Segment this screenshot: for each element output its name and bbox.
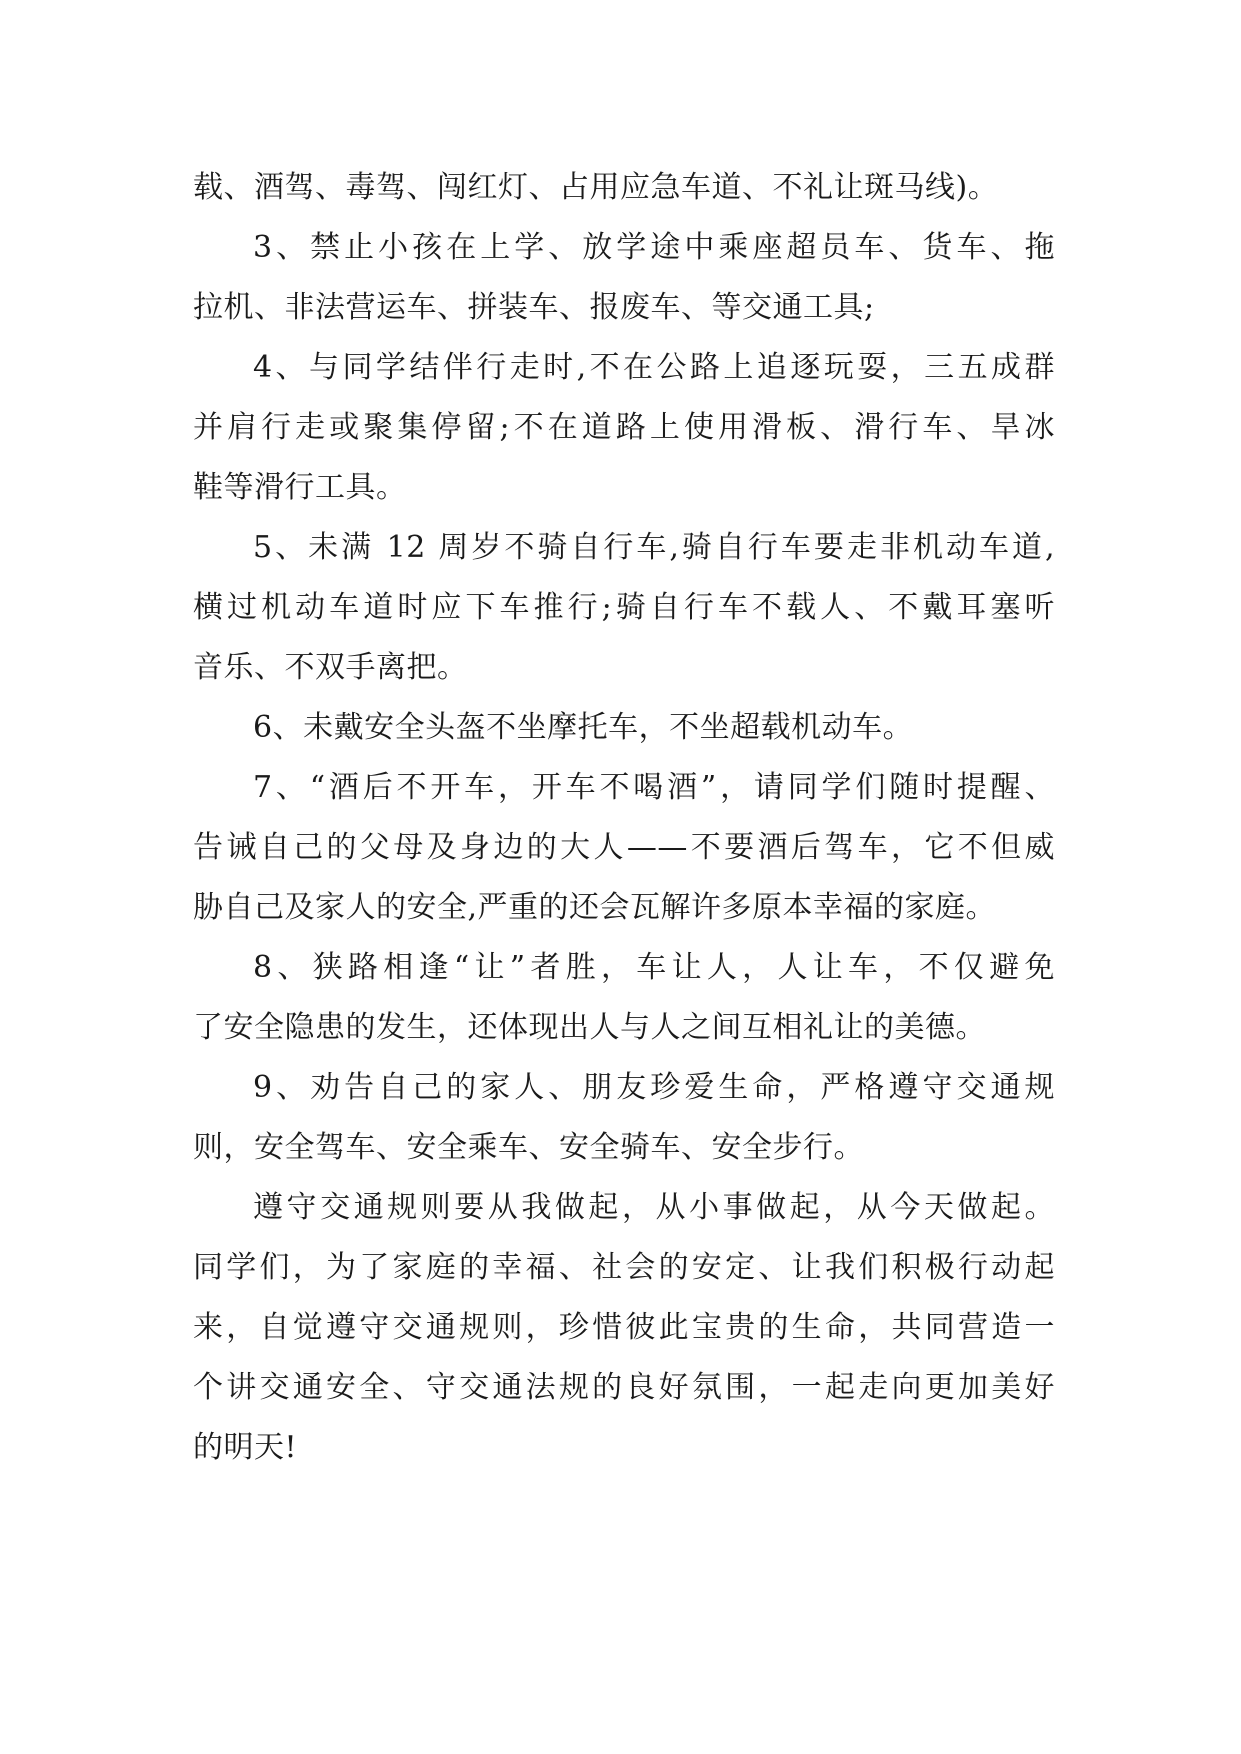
text-line: 8、狭路相逢“让”者胜，车让人，人让车，不仅避免: [253, 950, 1055, 985]
text-line: 并肩行走或聚集停留;不在道路上使用滑板、滑行车、旱冰: [193, 410, 1055, 445]
text-line: 同学们，为了家庭的幸福、社会的安定、让我们积极行动起: [193, 1250, 1055, 1285]
document-body: [193, 158, 1055, 1478]
text-line: 胁自己及家人的安全,严重的还会瓦解许多原本幸福的家庭。: [193, 890, 997, 925]
text-line: 遵守交通规则要从我做起，从小事做起，从今天做起。: [253, 1190, 1055, 1225]
text-line: 9、劝告自己的家人、朋友珍爱生命，严格遵守交通规: [253, 1070, 1055, 1105]
text-line: 鞋等滑行工具。: [193, 470, 407, 505]
text-line: 个讲交通安全、守交通法规的良好氛围，一起走向更加美好: [193, 1370, 1055, 1405]
text-line: 横过机动车道时应下车推行;骑自行车不载人、不戴耳塞听: [193, 590, 1055, 625]
text-line: 3、禁止小孩在上学、放学途中乘座超员车、货车、拖: [253, 230, 1055, 265]
text-line: 4、与同学结伴行走时,不在公路上追逐玩耍，三五成群: [253, 350, 1055, 385]
text-line: 了安全隐患的发生，还体现出人与人之间互相礼让的美德。: [193, 1010, 986, 1045]
text-line: 6、未戴安全头盔不坐摩托车，不坐超载机动车。: [253, 710, 914, 745]
text-line: 则，安全驾车、安全乘车、安全骑车、安全步行。: [193, 1130, 864, 1165]
text-line: 音乐、不双手离把。: [193, 650, 468, 685]
text-line: 来，自觉遵守交通规则，珍惜彼此宝贵的生命，共同营造一: [193, 1310, 1055, 1345]
text-line: 告诫自己的父母及身边的大人——不要酒后驾车，它不但威: [193, 830, 1055, 865]
text-line: 载、酒驾、毒驾、闯红灯、占用应急车道、不礼让斑马线)。: [193, 170, 999, 205]
text-line: 拉机、非法营运车、拼装车、报废车、等交通工具;: [193, 290, 875, 325]
text-line: 5、未满 12 周岁不骑自行车,骑自行车要走非机动车道,: [253, 530, 1055, 565]
text-line: 7、“酒后不开车，开车不喝酒”，请同学们随时提醒、: [253, 770, 1055, 805]
text-line: 的明天!: [193, 1430, 298, 1465]
